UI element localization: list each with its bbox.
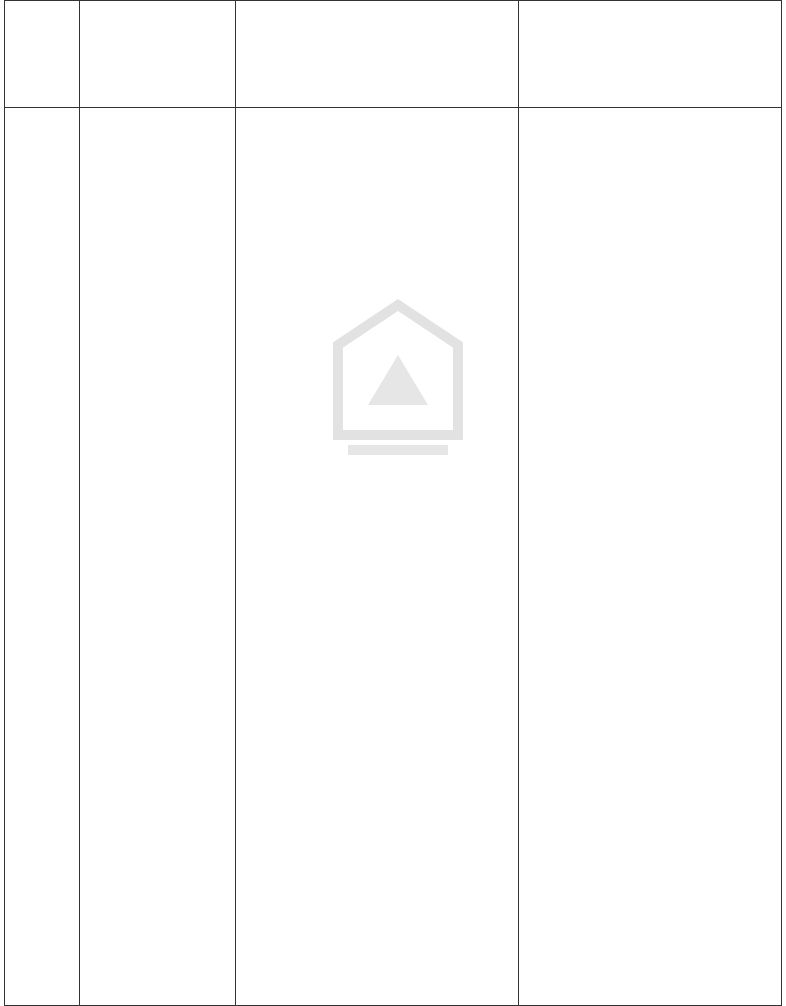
learning-outcome-cell	[80, 108, 236, 1006]
outcome-cell-empty	[80, 1, 236, 108]
table-row	[5, 108, 782, 1006]
knowledge-cell-continued	[519, 1, 782, 108]
weeks-cell-empty	[5, 1, 80, 108]
practical-cell	[236, 108, 519, 1006]
knowledge-cell	[519, 108, 782, 1006]
weeks-cell	[5, 108, 80, 1006]
table-row	[5, 1, 782, 108]
practical-cell-empty	[236, 1, 519, 108]
syllabus-table	[4, 0, 782, 1006]
